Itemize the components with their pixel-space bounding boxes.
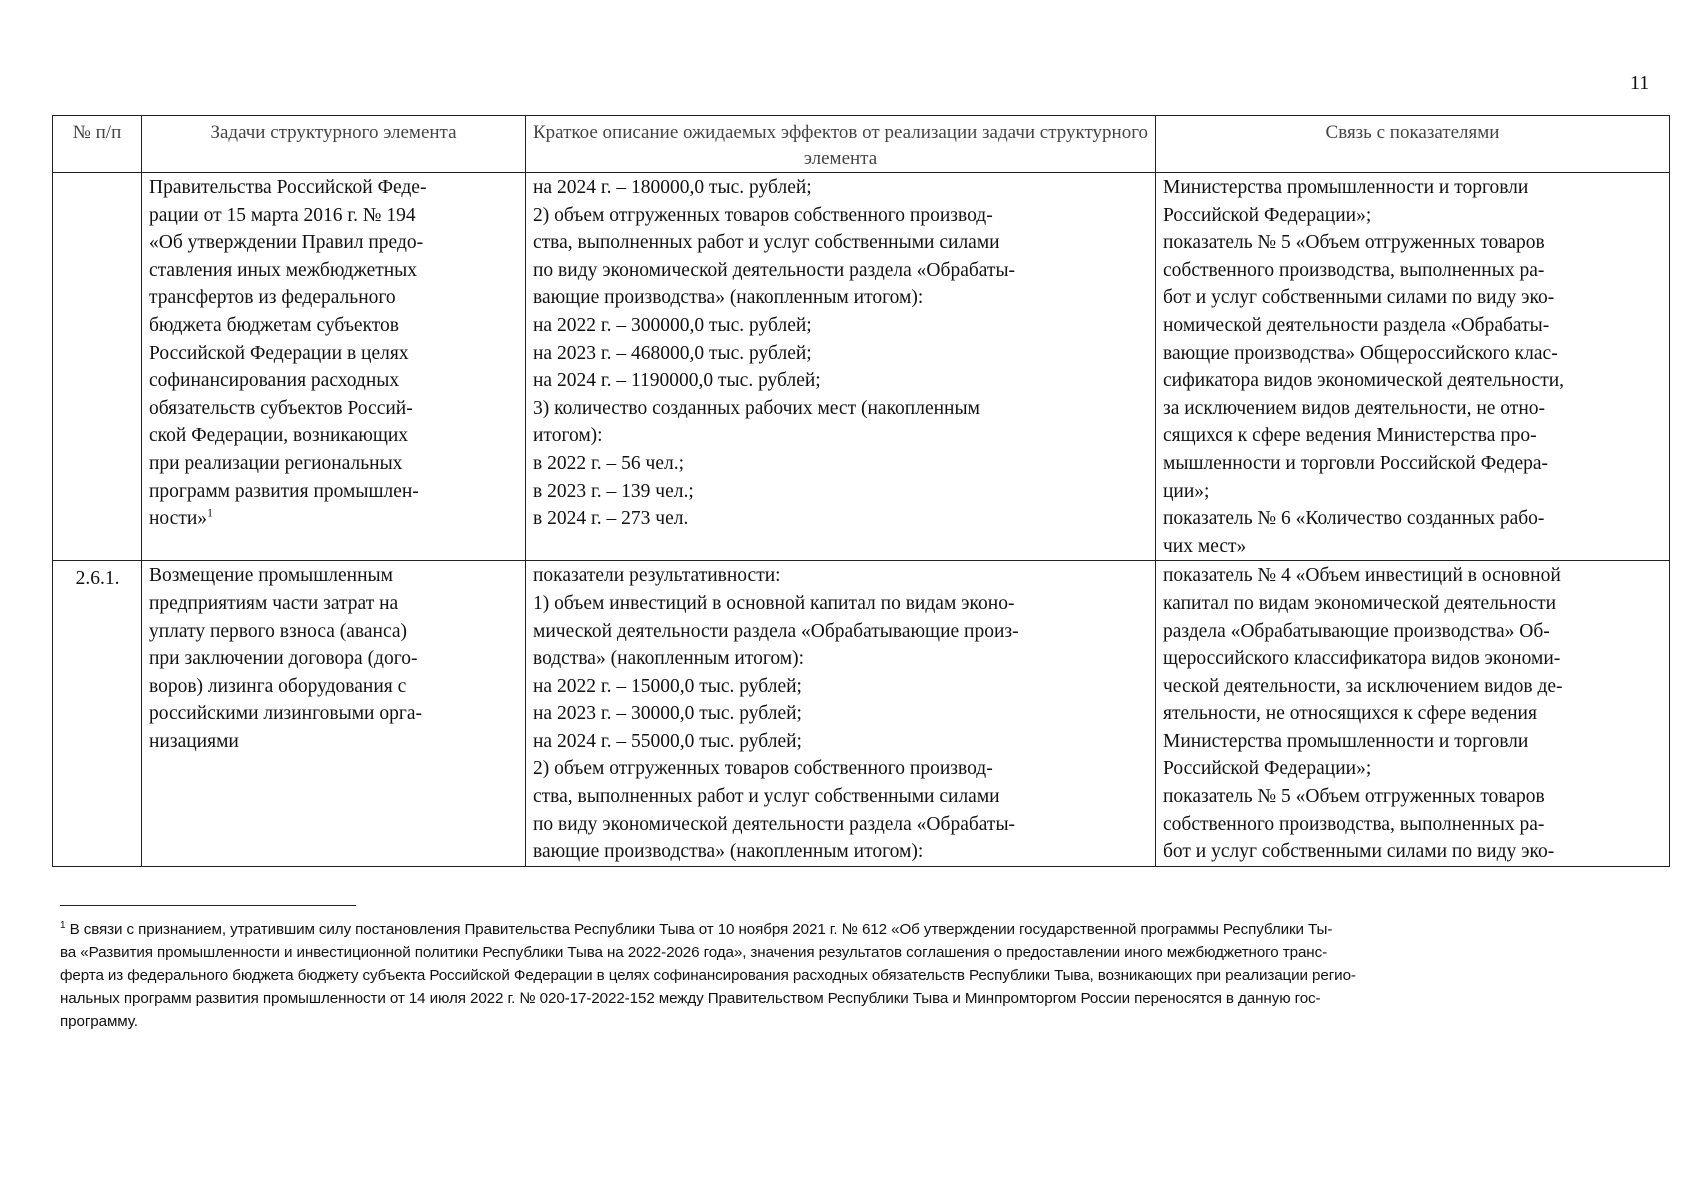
cell-text-line: показатель № 5 «Объем отгруженных товаров	[1163, 786, 1545, 808]
cell-text-line: раздела «Обрабатывающие производства» Об-	[1163, 620, 1550, 642]
cell-text-line: сящихся к сфере ведения Министерства про-	[1163, 425, 1537, 447]
cell-text-line: софинансирования расходных	[149, 370, 400, 392]
cell-text-line: ской Федерации, возникающих	[149, 425, 409, 447]
cell-text-line: бюджета бюджетам субъектов	[149, 314, 400, 336]
cell-text-line: чих мест»	[1163, 535, 1247, 557]
header-effects: Краткое описание ожидаемых эффектов от реализации задачи структурного элемента	[526, 116, 1156, 173]
footnote-marker: 1	[60, 919, 66, 931]
footnote	[60, 918, 1660, 1033]
footnote-line: нальных программ развития промышленности от 14 июля 2022 г. № 020-17-2022-152 между Правительством Республики Тыва и Минпромторгом России переносятся в данную гос-	[60, 990, 1321, 1007]
page-number: 11	[1630, 72, 1650, 94]
cell-text-line: ческой деятельности, за исключением видов де-	[1163, 675, 1563, 697]
cell-text-line: Правительства Российской Феде-	[149, 177, 427, 198]
cell-text-line: вающие производства» Общероссийского клас-	[1163, 342, 1558, 364]
row-number-cell	[53, 173, 142, 561]
cell-text-line: мической деятельности раздела «Обрабатывающие произ-	[533, 620, 1019, 642]
cell-text-line: при заключении договора (дого-	[149, 648, 418, 670]
cell-text-line: Российской Федерации»;	[1163, 204, 1372, 226]
cell-text-line: по виду экономической деятельности раздела «Обрабаты-	[533, 259, 1016, 281]
cell-text-line: ности»$^1$	[149, 505, 214, 530]
table-row	[53, 173, 1670, 561]
footnote-reference: 1	[207, 505, 214, 520]
cell-text-line: на 2023 г. – 30000,0 тыс. рублей;	[533, 703, 802, 725]
header-number: № п/п	[53, 116, 142, 173]
cell-text-line: на 2024 г. – 1190000,0 тыс. рублей;	[533, 370, 821, 392]
cell-text-line: 2) объем отгруженных товаров собственного производ-	[533, 204, 993, 226]
cell-text-line: уплату первого взноса (аванса)	[149, 620, 407, 642]
cell-text-line: низациями	[149, 730, 239, 752]
cell-text-line: на 2023 г. – 468000,0 тыс. рублей;	[533, 342, 812, 364]
cell-text-line: за исключением видов деятельности, не отно-	[1163, 397, 1545, 419]
cell-text-line: сификатора видов экономической деятельности,	[1163, 370, 1565, 392]
cell-text-line: бот и услуг собственными силами по виду эко-	[1163, 841, 1555, 863]
cell-text-line: Российской Федерации»;	[1163, 758, 1372, 780]
cell-text-line: щероссийского классификатора видов экономи-	[1163, 648, 1561, 670]
footnote-line: ва «Развития промышленности и инвестиционной политики Республики Тыва на 2022-2026 года», значения результатов соглашения о предоставлении иного межбюджетного транс-	[60, 944, 1328, 961]
cell-text-line: обязательств субъектов Россий-	[149, 397, 413, 419]
table-row	[53, 561, 1670, 867]
cell-text-line: программ развития промышлен-	[149, 480, 419, 502]
cell-text-line: вающие производства» (накопленным итогом):	[533, 287, 924, 309]
cell-text-line: Министерства промышленности и торговли	[1163, 177, 1529, 198]
cell-text-line: Российской Федерации в целях	[149, 342, 409, 364]
header-indicators: Связь с показателями	[1156, 116, 1670, 173]
cell-text-line: 3) количество созданных рабочих мест (накопленным	[533, 397, 980, 419]
header-task: Задачи структурного элемента	[142, 116, 526, 173]
cell-text-line: ства, выполненных работ и услуг собственными силами	[533, 786, 1000, 808]
row-number-cell: 2.6.1.	[53, 561, 142, 867]
cell-text-line: 1) объем инвестиций в основной капитал по видам эконо-	[533, 592, 1015, 614]
cell-text-line: рации от 15 марта 2016 г. № 194	[149, 204, 416, 226]
effects-cell	[526, 561, 1156, 867]
cell-text-line: ятельности, не относящихся к сфере ведения	[1163, 703, 1537, 725]
cell-text-line: в 2022 г. – 56 чел.;	[533, 452, 684, 474]
cell-text-line: итогом):	[533, 425, 603, 447]
cell-text-line: на 2024 г. – 180000,0 тыс. рублей;	[533, 177, 812, 198]
cell-text-line: водства» (накопленным итогом):	[533, 648, 805, 670]
cell-text-line: капитал по видам экономической деятельности	[1163, 592, 1557, 614]
structural-element-tasks-table	[52, 115, 1670, 867]
cell-text-line: собственного производства, выполненных ра-	[1163, 259, 1545, 281]
cell-text-line: вающие производства» (накопленным итогом):	[533, 841, 924, 863]
cell-text-line: ставления иных межбюджетных	[149, 259, 418, 281]
cell-text-line: на 2024 г. – 55000,0 тыс. рублей;	[533, 730, 802, 752]
cell-text-line: на 2022 г. – 15000,0 тыс. рублей;	[533, 675, 802, 697]
footnote-line: программу.	[60, 1013, 138, 1030]
indicators-cell	[1156, 561, 1670, 867]
cell-text-line: 2) объем отгруженных товаров собственного производ-	[533, 758, 993, 780]
cell-text-line: по виду экономической деятельности раздела «Обрабаты-	[533, 813, 1016, 835]
footnote-line: $^1$ В связи с признанием, утратившим силу постановления Правительства Республики Тыва от 10 ноября 2021 г. № 612 «Об утверждении государственной программы Республики Ты-	[60, 919, 1333, 938]
cell-text-line: при реализации региональных	[149, 452, 403, 474]
cell-text-line: воров) лизинга оборудования с	[149, 675, 407, 697]
indicators-cell	[1156, 173, 1670, 561]
cell-text-line: показатель № 4 «Объем инвестиций в основной	[1163, 565, 1561, 587]
task-cell	[142, 173, 526, 561]
cell-text-line: Министерства промышленности и торговли	[1163, 730, 1529, 752]
cell-text-line: собственного производства, выполненных ра-	[1163, 813, 1545, 835]
cell-text-line: трансфертов из федерального	[149, 287, 396, 309]
cell-text-line: ства, выполненных работ и услуг собственными силами	[533, 232, 1000, 254]
cell-text-line: на 2022 г. – 300000,0 тыс. рублей;	[533, 314, 812, 336]
cell-text-line: Возмещение промышленным	[149, 565, 393, 587]
cell-text-line: бот и услуг собственными силами по виду эко-	[1163, 287, 1555, 309]
cell-text-line: в 2024 г. – 273 чел.	[533, 508, 689, 530]
table-header-row	[53, 116, 1670, 173]
cell-text-line: показатель № 6 «Количество созданных рабо-	[1163, 508, 1545, 530]
cell-text-line: в 2023 г. – 139 чел.;	[533, 480, 694, 502]
cell-text-line: номической деятельности раздела «Обрабаты-	[1163, 314, 1550, 336]
cell-text-line: российскими лизинговыми орга-	[149, 703, 422, 725]
cell-text-line: «Об утверждении Правил предо-	[149, 232, 424, 254]
effects-cell	[526, 173, 1156, 561]
cell-text-line: предприятиям части затрат на	[149, 592, 399, 614]
cell-text-line: ции»;	[1163, 480, 1210, 502]
footnote-line: ферта из федерального бюджета бюджету субъекта Российской Федерации в целях софинансирования расходных обязательств Республики Тыва, возникающих при реализации регио-	[60, 967, 1356, 984]
cell-text-line: мышленности и торговли Российской Федера-	[1163, 452, 1549, 474]
cell-text-line: показатели результативности:	[533, 565, 781, 587]
task-cell	[142, 561, 526, 867]
footnote-separator	[60, 905, 356, 906]
cell-text-line: показатель № 5 «Объем отгруженных товаров	[1163, 232, 1545, 254]
